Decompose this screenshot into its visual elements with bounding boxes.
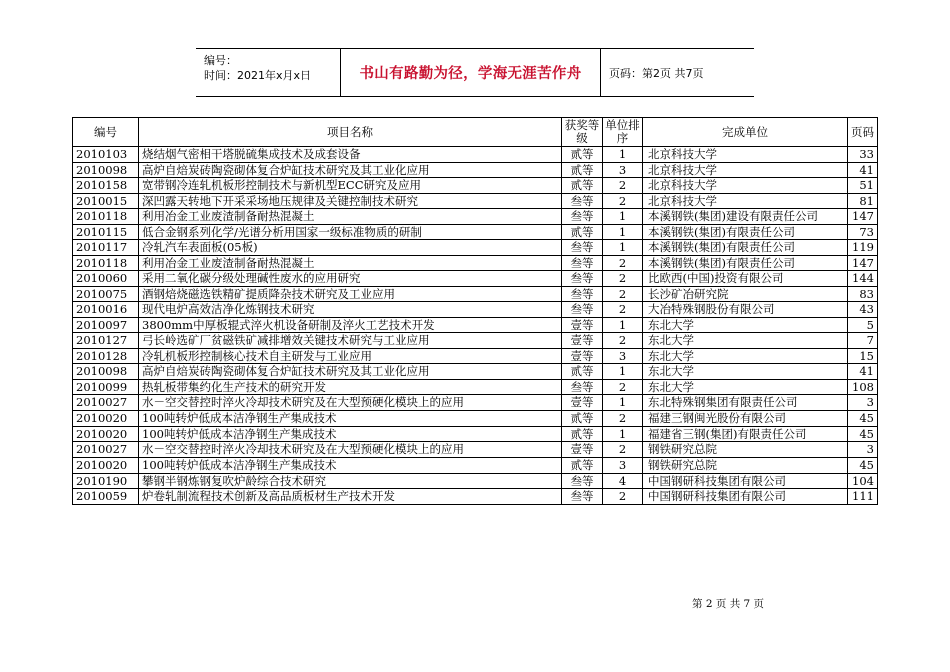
- cell-rank: 2: [603, 178, 643, 194]
- col-header-unit: 完成单位: [643, 118, 848, 147]
- cell-unit: 北京科技大学: [643, 162, 848, 178]
- cell-unit: 中国钢研科技集团有限公司: [643, 473, 848, 489]
- cell-id: 2010158: [73, 178, 139, 194]
- cell-page: 51: [848, 178, 878, 194]
- cell-rank: 3: [603, 162, 643, 178]
- table-row: [73, 255, 878, 271]
- cell-project-name: 宽带钢冷连轧机板形控制技术与新机型ECC研究及应用: [139, 178, 562, 194]
- cell-rank: 1: [603, 426, 643, 442]
- cell-rank: 2: [603, 379, 643, 395]
- cell-unit: 钢铁研究总院: [643, 442, 848, 458]
- cell-id: 2010103: [73, 147, 139, 163]
- cell-id: 2010020: [73, 458, 139, 474]
- table-row: [73, 333, 878, 349]
- cell-project-name: 100吨转炉低成本洁净钢生产集成技术: [139, 458, 562, 474]
- cell-grade: 贰等: [562, 458, 603, 474]
- cell-grade: 叁等: [562, 255, 603, 271]
- cell-grade: 贰等: [562, 162, 603, 178]
- cell-page: 108: [848, 379, 878, 395]
- cell-id: 2010075: [73, 286, 139, 302]
- table-row: [73, 489, 878, 505]
- cell-rank: 1: [603, 209, 643, 225]
- cell-page: 3: [848, 442, 878, 458]
- cell-id: 2010115: [73, 224, 139, 240]
- cell-rank: 2: [603, 302, 643, 318]
- cell-id: 2010190: [73, 473, 139, 489]
- cell-unit: 东北大学: [643, 333, 848, 349]
- awards-table: [72, 117, 878, 505]
- cell-grade: 叁等: [562, 473, 603, 489]
- header-page-cell: [601, 49, 754, 96]
- cell-id: 2010097: [73, 317, 139, 333]
- cell-rank: 2: [603, 286, 643, 302]
- cell-rank: 1: [603, 395, 643, 411]
- cell-project-name: 冷轧汽车表面板(05板): [139, 240, 562, 256]
- cell-project-name: 水－空交替控时淬火冷却技术研究及在大型预硬化模块上的应用: [139, 395, 562, 411]
- cell-unit: 东北大学: [643, 379, 848, 395]
- cell-id: 2010015: [73, 193, 139, 209]
- cell-project-name: 深凹露天转地下开采采场地压规律及关键控制技术研究: [139, 193, 562, 209]
- table-row: [73, 224, 878, 240]
- cell-grade: 叁等: [562, 286, 603, 302]
- cell-grade: 叁等: [562, 193, 603, 209]
- cell-page: 119: [848, 240, 878, 256]
- date-label: 时间：2021年x月x日: [204, 69, 312, 82]
- cell-grade: 贰等: [562, 147, 603, 163]
- table-body: [73, 147, 878, 505]
- cell-unit: 北京科技大学: [643, 147, 848, 163]
- cell-unit: 福建省三钢(集团)有限责任公司: [643, 426, 848, 442]
- cell-id: 2010118: [73, 255, 139, 271]
- cell-page: 5: [848, 317, 878, 333]
- cell-project-name: 100吨转炉低成本洁净钢生产集成技术: [139, 426, 562, 442]
- cell-unit: 北京科技大学: [643, 178, 848, 194]
- cell-rank: 2: [603, 255, 643, 271]
- col-header-grade: 获奖等级: [562, 118, 603, 147]
- table-row: [73, 317, 878, 333]
- cell-unit: 本溪钢铁(集团)有限责任公司: [643, 240, 848, 256]
- cell-id: 2010020: [73, 411, 139, 427]
- cell-page: 81: [848, 193, 878, 209]
- cell-grade: 叁等: [562, 209, 603, 225]
- cell-page: 7: [848, 333, 878, 349]
- table-row: [73, 364, 878, 380]
- table-row: [73, 286, 878, 302]
- cell-page: 15: [848, 348, 878, 364]
- table-row: [73, 271, 878, 287]
- cell-page: 45: [848, 426, 878, 442]
- cell-rank: 2: [603, 333, 643, 349]
- cell-page: 83: [848, 286, 878, 302]
- cell-unit: 中国钢研科技集团有限公司: [643, 489, 848, 505]
- cell-page: 147: [848, 255, 878, 271]
- cell-id: 2010099: [73, 379, 139, 395]
- cell-project-name: 3800mm中厚板辊式淬火机设备研制及淬火工艺技术开发: [139, 317, 562, 333]
- cell-id: 2010128: [73, 348, 139, 364]
- table-row: [73, 473, 878, 489]
- cell-rank: 2: [603, 271, 643, 287]
- cell-unit: 福建三钢闽光股份有限公司: [643, 411, 848, 427]
- cell-grade: 壹等: [562, 442, 603, 458]
- page-header: [196, 48, 754, 97]
- cell-grade: 壹等: [562, 395, 603, 411]
- cell-id: 2010059: [73, 489, 139, 505]
- col-header-name: 项目名称: [139, 118, 562, 147]
- cell-grade: 叁等: [562, 240, 603, 256]
- cell-project-name: 高炉自焙炭砖陶瓷砌体复合炉缸技术研究及其工业化应用: [139, 364, 562, 380]
- table-header-row: [73, 118, 878, 147]
- cell-grade: 壹等: [562, 333, 603, 349]
- cell-project-name: 现代电炉高效洁净化炼钢技术研究: [139, 302, 562, 318]
- table-row: [73, 411, 878, 427]
- cell-unit: 钢铁研究总院: [643, 458, 848, 474]
- table-row: [73, 302, 878, 318]
- table-row: [73, 209, 878, 225]
- cell-rank: 1: [603, 240, 643, 256]
- page-footer: 第 2 页 共 7 页: [692, 598, 765, 610]
- cell-rank: 4: [603, 473, 643, 489]
- cell-grade: 贰等: [562, 224, 603, 240]
- cell-unit: 本溪钢铁(集团)建设有限责任公司: [643, 209, 848, 225]
- table-row: [73, 147, 878, 163]
- cell-grade: 叁等: [562, 489, 603, 505]
- cell-page: 3: [848, 395, 878, 411]
- cell-grade: 壹等: [562, 348, 603, 364]
- cell-grade: 叁等: [562, 379, 603, 395]
- header-motto-cell: [341, 49, 601, 96]
- cell-project-name: 烧结烟气密相干塔脱硫集成技术及成套设备: [139, 147, 562, 163]
- cell-project-name: 酒钢焙烧磁选铁精矿提质降杂技术研究及工业应用: [139, 286, 562, 302]
- cell-rank: 1: [603, 364, 643, 380]
- cell-page: 41: [848, 364, 878, 380]
- col-header-page: 页码: [848, 118, 878, 147]
- cell-id: 2010118: [73, 209, 139, 225]
- cell-page: 45: [848, 411, 878, 427]
- table-row: [73, 442, 878, 458]
- cell-grade: 叁等: [562, 271, 603, 287]
- cell-page: 45: [848, 458, 878, 474]
- cell-id: 2010027: [73, 442, 139, 458]
- cell-page: 43: [848, 302, 878, 318]
- table-row: [73, 379, 878, 395]
- cell-rank: 1: [603, 147, 643, 163]
- cell-unit: 东北特殊钢集团有限责任公司: [643, 395, 848, 411]
- cell-project-name: 攀钢半钢炼钢复吹炉龄综合技术研究: [139, 473, 562, 489]
- cell-unit: 东北大学: [643, 348, 848, 364]
- cell-page: 144: [848, 271, 878, 287]
- cell-grade: 叁等: [562, 302, 603, 318]
- col-header-id: 编号: [73, 118, 139, 147]
- cell-grade: 贰等: [562, 178, 603, 194]
- table-row: [73, 193, 878, 209]
- cell-project-name: 高炉自焙炭砖陶瓷砌体复合炉缸技术研究及其工业化应用: [139, 162, 562, 178]
- cell-grade: 贰等: [562, 426, 603, 442]
- cell-page: 41: [848, 162, 878, 178]
- cell-rank: 3: [603, 458, 643, 474]
- col-header-rank: 单位排序: [603, 118, 643, 147]
- cell-project-name: 冷轧机板形控制核心技术自主研发与工业应用: [139, 348, 562, 364]
- cell-page: 73: [848, 224, 878, 240]
- cell-rank: 2: [603, 193, 643, 209]
- cell-id: 2010127: [73, 333, 139, 349]
- cell-project-name: 热轧板带集约化生产技术的研究开发: [139, 379, 562, 395]
- cell-grade: 贰等: [562, 411, 603, 427]
- cell-project-name: 弓长岭选矿厂贫磁铁矿减排增效关键技术研究与工业应用: [139, 333, 562, 349]
- cell-unit: 东北大学: [643, 364, 848, 380]
- cell-unit: 比欧西(中国)投资有限公司: [643, 271, 848, 287]
- cell-project-name: 炉卷轧制流程技术创新及高品质板材生产技术开发: [139, 489, 562, 505]
- header-meta-cell: [196, 49, 341, 96]
- cell-rank: 3: [603, 348, 643, 364]
- cell-rank: 2: [603, 442, 643, 458]
- table-row: [73, 178, 878, 194]
- table-row: [73, 426, 878, 442]
- cell-grade: 贰等: [562, 364, 603, 380]
- cell-page: 111: [848, 489, 878, 505]
- cell-unit: 北京科技大学: [643, 193, 848, 209]
- page-number-label: 页码：第2页 共7页: [609, 66, 704, 80]
- cell-unit: 东北大学: [643, 317, 848, 333]
- table-row: [73, 348, 878, 364]
- cell-id: 2010060: [73, 271, 139, 287]
- cell-project-name: 低合金钢系列化学/光谱分析用国家一级标准物质的研制: [139, 224, 562, 240]
- cell-id: 2010027: [73, 395, 139, 411]
- cell-grade: 壹等: [562, 317, 603, 333]
- cell-id: 2010016: [73, 302, 139, 318]
- cell-rank: 1: [603, 317, 643, 333]
- table-row: [73, 162, 878, 178]
- cell-id: 2010098: [73, 162, 139, 178]
- cell-id: 2010098: [73, 364, 139, 380]
- cell-page: 104: [848, 473, 878, 489]
- cell-page: 147: [848, 209, 878, 225]
- cell-page: 33: [848, 147, 878, 163]
- table-row: [73, 395, 878, 411]
- serial-label: 编号：: [204, 54, 237, 67]
- table-row: [73, 240, 878, 256]
- cell-project-name: 水－空交替控时淬火冷却技术研究及在大型预硬化模块上的应用: [139, 442, 562, 458]
- motto-text: 书山有路勤为径，学海无涯苦作舟: [359, 66, 582, 82]
- cell-unit: 长沙矿冶研究院: [643, 286, 848, 302]
- cell-project-name: 100吨转炉低成本洁净钢生产集成技术: [139, 411, 562, 427]
- cell-project-name: 采用二氧化碳分级处理碱性废水的应用研究: [139, 271, 562, 287]
- cell-rank: 2: [603, 489, 643, 505]
- table-row: [73, 458, 878, 474]
- cell-unit: 本溪钢铁(集团)有限责任公司: [643, 224, 848, 240]
- cell-project-name: 利用冶金工业废渣制备耐热混凝土: [139, 209, 562, 225]
- cell-rank: 2: [603, 411, 643, 427]
- cell-unit: 大冶特殊钢股份有限公司: [643, 302, 848, 318]
- cell-project-name: 利用冶金工业废渣制备耐热混凝土: [139, 255, 562, 271]
- cell-unit: 本溪钢铁(集团)有限责任公司: [643, 255, 848, 271]
- cell-id: 2010117: [73, 240, 139, 256]
- cell-id: 2010020: [73, 426, 139, 442]
- cell-rank: 1: [603, 224, 643, 240]
